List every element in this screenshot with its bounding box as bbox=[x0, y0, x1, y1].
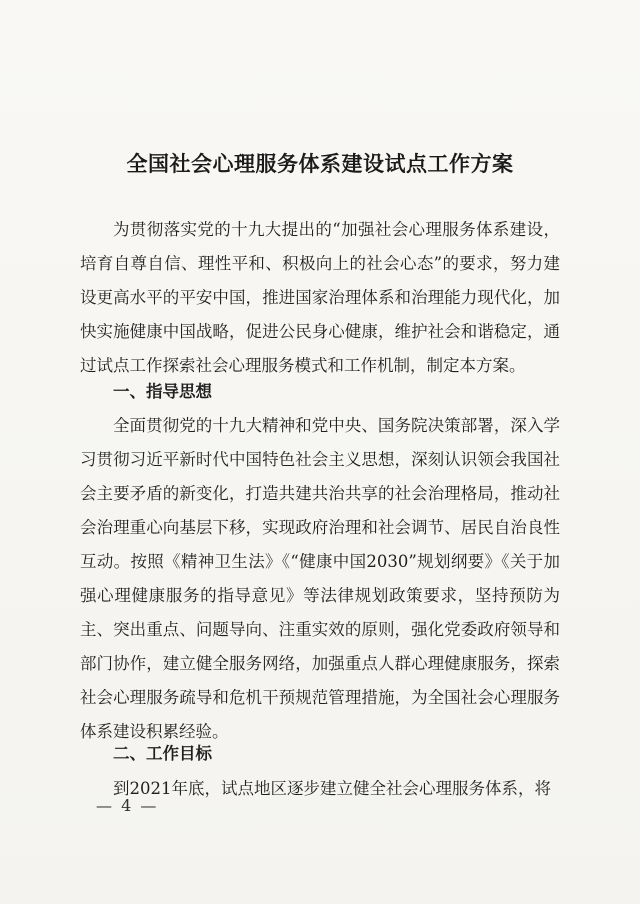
section1-text: 全面贯彻党的十九大精神和党中央、国务院决策部署，深入学习贯彻习近平新时代中国特色社会主义思想，深刻认识领会我国社会主要矛盾的新变化，打造共建共治共享的社会治理格局，推动社会治理重心向基层下移，实现政府治理和社会调节、居民自治良性互动。按照《精神卫生法》《“健康中国2030”规划纲要》《关于加强心理健康服务的指导意见》等法律规划政策要求，坚持预防为主、突出重点、问题导向、注重实效的原则，强化党委政府领导和部门协作，建立健全服务网络，加强重点人群心理健康服务，探索社会心理服务疏导和危机干预规范管理措施，为全国社会心理服务体系建设积累经验。 bbox=[80, 416, 560, 741]
document-title: 全国社会心理服务体系建设试点工作方案 bbox=[126, 152, 514, 176]
section1-paragraph bbox=[80, 409, 560, 749]
section-heading-guiding-ideology bbox=[80, 375, 560, 409]
section1-heading: 一、指导思想 bbox=[113, 382, 212, 401]
intro-text: 为贯彻落实党的十九大提出的“加强社会心理服务体系建设，培育自尊自信、理性平和、积极向上的社会心态”的要求，努力建设更高水平的平安中国，推进国家治理体系和治理能力现代化，加快实施健康中国战略，促进公民身心健康，维护社会和谐稳定，通过试点工作探索社会心理服务模式和工作机制，制定本方案。 bbox=[80, 220, 560, 375]
intro-paragraph bbox=[80, 213, 560, 383]
page-number: — 4 — bbox=[96, 796, 159, 815]
section2-text: 到2021年底，试点地区逐步建立健全社会心理服务体系，将 bbox=[113, 779, 551, 798]
section2-heading: 二、工作目标 bbox=[113, 744, 212, 763]
section-heading-work-goals bbox=[80, 737, 560, 771]
